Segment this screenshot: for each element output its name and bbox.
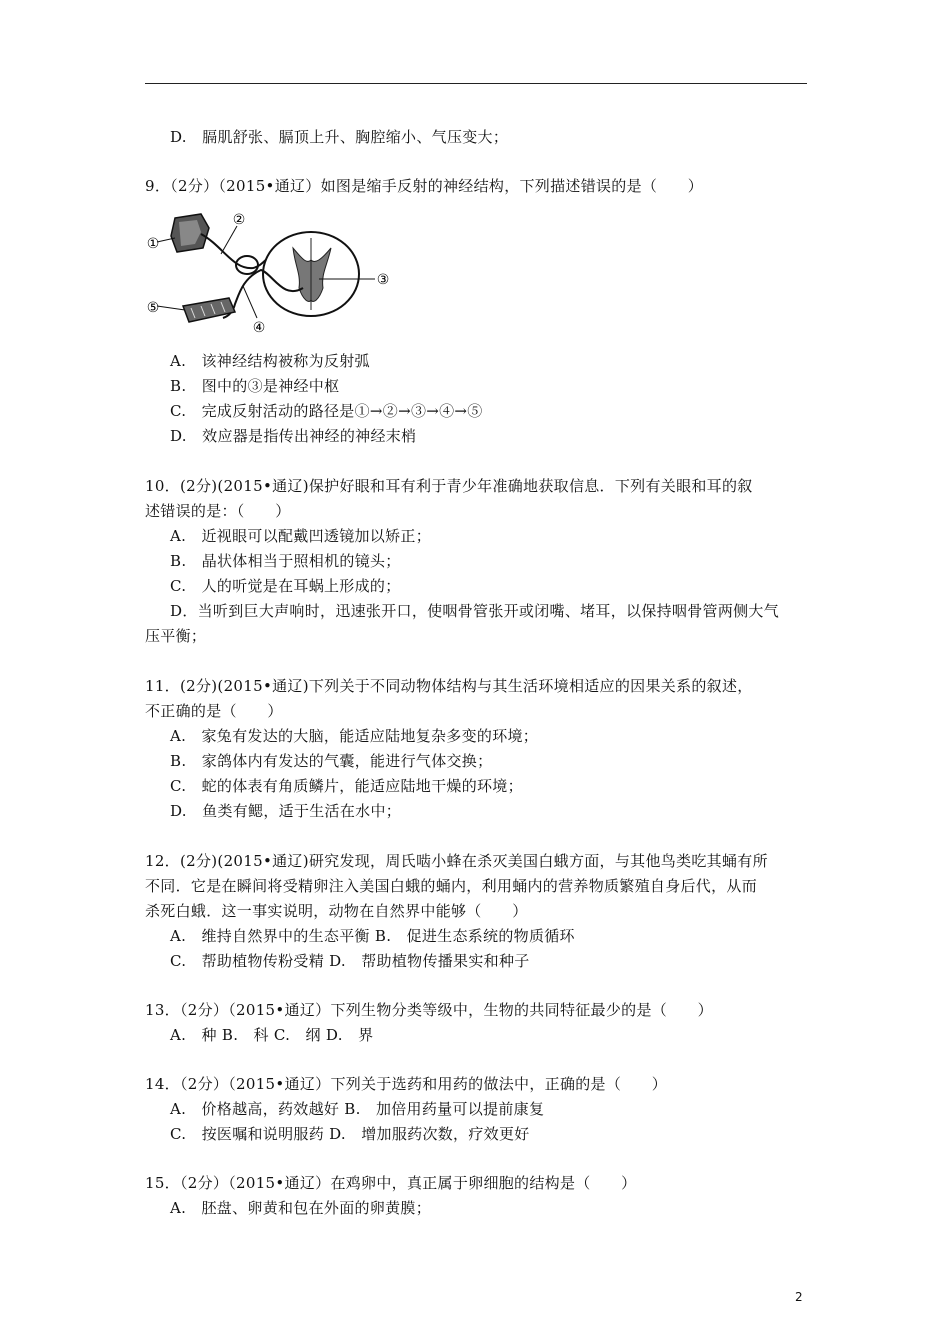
q9-option-b: B. 图中的③是神经中枢 xyxy=(170,377,340,395)
q10-option-d-line1: D．当听到巨大声响时，迅速张开口，使咽骨管张开或闭嘴、堵耳，以保持咽骨管两侧大气 xyxy=(170,602,780,620)
q15-option-a: A. 胚盘、卵黄和包在外面的卵黄膜； xyxy=(170,1199,432,1217)
q11-stem-line2: 不正确的是（ ） xyxy=(145,702,283,720)
figure-label-5: ⑤ xyxy=(146,300,160,316)
q10-option-c: C. 人的听觉是在耳蜗上形成的； xyxy=(170,577,401,595)
effector-shape xyxy=(183,298,235,322)
q12-stem-line2: 不同．它是在瞬间将受精卵注入美国白蛾的蛹内，利用蛹内的营养物质繁殖自身后代，从而 xyxy=(145,877,758,895)
q11-option-b: B. 家鸽体内有发达的气囊，能进行气体交换； xyxy=(170,752,493,770)
q12-options-row2: C. 帮助植物传粉受精 D. 帮助植物传播果实和种子 xyxy=(170,952,530,970)
q10-stem-line1: 10．(2分)(2015•通辽)保护好眼和耳有利于青少年准确地获取信息．下列有关眼和耳的叙 xyxy=(145,477,753,495)
q13-stem: 13．（2分）（2015•通辽）下列生物分类等级中，生物的共同特征最少的是（ ） xyxy=(145,1001,713,1019)
q12-stem-line1: 12．(2分)(2015•通辽)研究发现，周氏啮小蜂在杀灭美国白蛾方面，与其他鸟类吃其蛹有所 xyxy=(145,852,768,870)
figure-label-2: ② xyxy=(232,212,246,228)
figure-label-3: ③ xyxy=(376,272,390,288)
q9-option-d: D. 效应器是指传出神经的神经末梢 xyxy=(170,427,417,445)
q11-stem-line1: 11．(2分)(2015•通辽)下列关于不同动物体结构与其生活环境相适应的因果关系的叙述， xyxy=(145,677,753,695)
q15-stem: 15．（2分）（2015•通辽）在鸡卵中，真正属于卵细胞的结构是（ ） xyxy=(145,1174,637,1192)
q11-option-d: D. 鱼类有鳃，适于生活在水中； xyxy=(170,802,402,820)
q9-option-c: C. 完成反射活动的路径是①→②→③→④→⑤ xyxy=(170,402,483,420)
q13-options-row: A. 种 B. 科 C. 纲 D. 界 xyxy=(170,1026,374,1044)
figure-label-1: ① xyxy=(146,236,160,252)
header-rule xyxy=(145,83,807,84)
q10-option-a: A. 近视眼可以配戴凹透镜加以矫正； xyxy=(170,527,432,545)
q12-options-row1: A. 维持自然界中的生态平衡 B. 促进生态系统的物质循环 xyxy=(170,927,575,945)
q10-option-d-line2: 压平衡； xyxy=(145,627,207,645)
q9-option-a: A. 该神经结构被称为反射弧 xyxy=(170,352,370,370)
q14-stem: 14．（2分）（2015•通辽）下列关于选药和用药的做法中，正确的是（ ） xyxy=(145,1075,668,1093)
q11-option-c: C. 蛇的体表有角质鳞片，能适应陆地干燥的环境； xyxy=(170,777,523,795)
q14-options-row1: A. 价格越高，药效越好 B. 加倍用药量可以提前康复 xyxy=(170,1100,545,1118)
q11-option-a: A. 家兔有发达的大脑，能适应陆地复杂多变的环境； xyxy=(170,727,539,745)
q12-stem-line3: 杀死白蛾．这一事实说明，动物在自然界中能够（ ） xyxy=(145,902,528,920)
reflex-arc-diagram xyxy=(143,208,393,342)
page-number: 2 xyxy=(795,1290,803,1304)
q9-stem: 9．（2分）（2015•通辽）如图是缩手反射的神经结构，下列描述错误的是（ ） xyxy=(145,177,704,195)
q10-option-b: B. 晶状体相当于照相机的镜头； xyxy=(170,552,401,570)
q14-options-row2: C. 按医嘱和说明服药 D. 增加服药次数，疗效更好 xyxy=(170,1125,530,1143)
q10-stem-line2: 述错误的是：（ ） xyxy=(145,502,291,520)
receptor-shape xyxy=(171,214,209,252)
figure-label-4: ④ xyxy=(252,320,266,336)
spinal-cord-shape xyxy=(263,232,359,316)
q8-option-d: D. 膈肌舒张、膈顶上升、胸腔缩小、气压变大； xyxy=(170,128,509,146)
